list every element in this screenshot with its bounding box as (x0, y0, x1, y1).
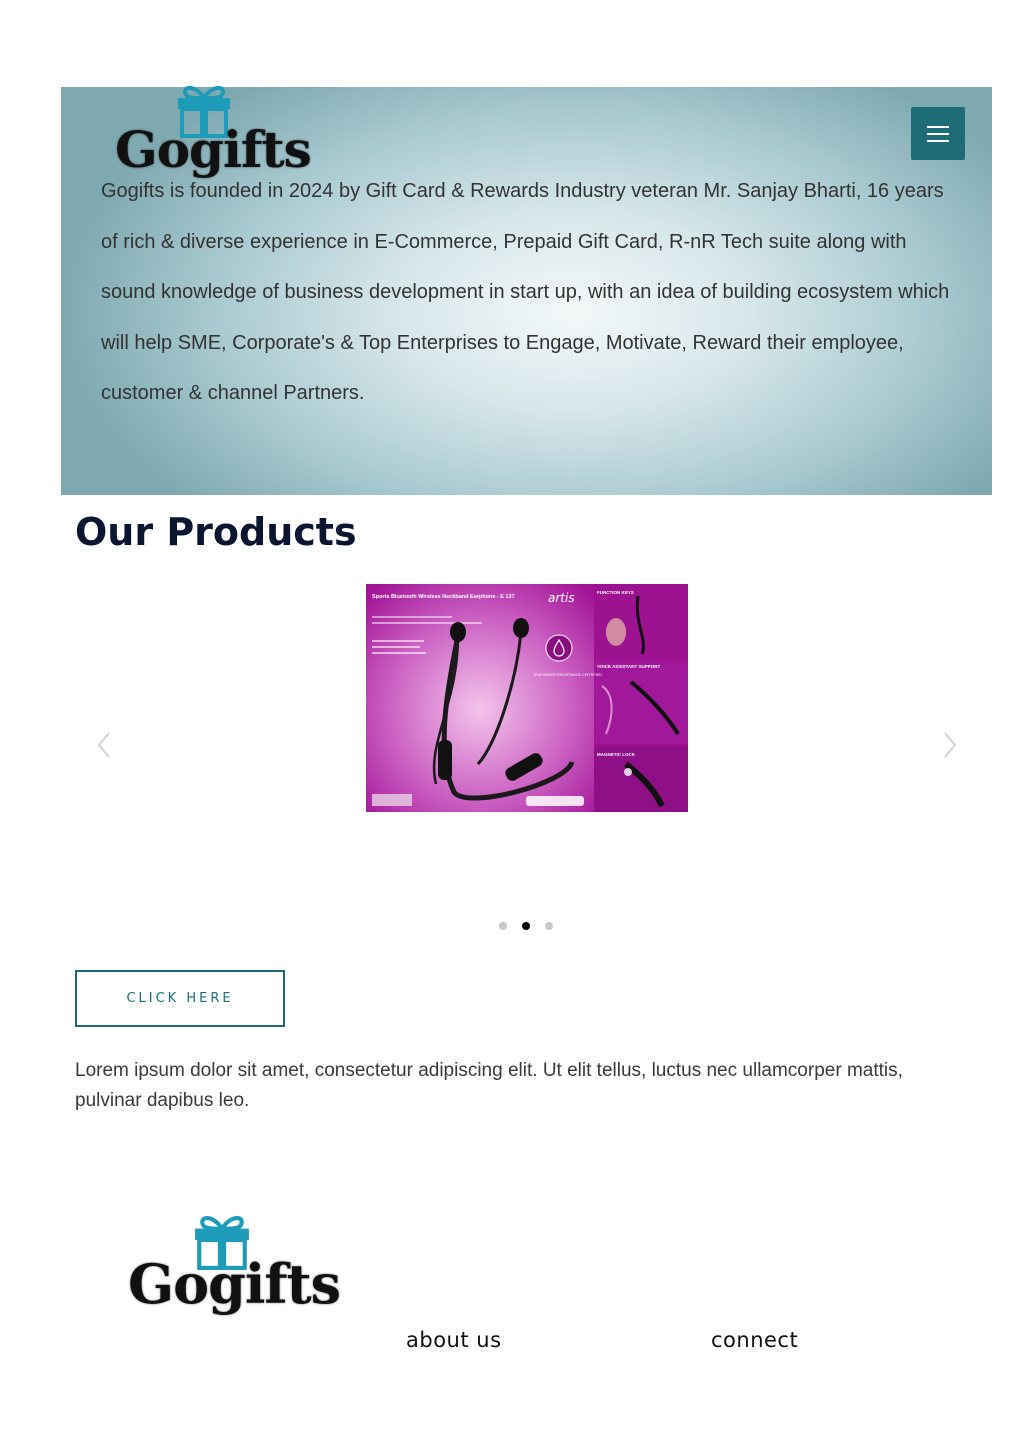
carousel-dot-1[interactable] (499, 922, 507, 930)
product-slide[interactable] (366, 584, 688, 812)
logo-wordmark: Gogifts (115, 120, 311, 179)
footer-link-about[interactable]: about us (406, 1328, 502, 1352)
slide-panel-1: FUNCTION KEYS (597, 590, 634, 595)
chevron-left-icon (97, 732, 111, 758)
footer-link-connect[interactable]: connect (711, 1328, 799, 1352)
body-text: Lorem ipsum dolor sit amet, consectetur adipiscing elit. Ut elit tellus, luctus nec ullamcorper mattis, pulvinar dapibus leo. (75, 1060, 903, 1111)
slide-panel-2: VOICE ASSISTANT SUPPORT (597, 664, 661, 669)
header-logo[interactable] (115, 82, 315, 178)
slide-brand: artis (548, 591, 575, 605)
menu-toggle-button[interactable] (911, 107, 965, 160)
footer-logo[interactable] (128, 1212, 338, 1314)
carousel-dot-2[interactable] (522, 922, 530, 930)
hamburger-icon (927, 126, 949, 142)
carousel-dot-3[interactable] (545, 922, 553, 930)
carousel-next-button[interactable] (935, 728, 965, 762)
slide-headline: Sports Bluetooth Wireless Neckband Earphone - E 137 (372, 594, 515, 600)
company-description: Gogifts is founded in 2024 by Gift Card & Rewards Industry veteran Mr. Sanjay Bharti, 16 years of rich & diverse experience in E-Commerce, Prepaid Gift Card, R-nR Tech suite along with sound knowledge of business development in start up, with an idea of building ecosystem which will help SME, Corporate's & Top Enterprises to Engage, Motivate, Reward their employee, customer & channel Partners. (101, 180, 950, 404)
slide-badge: IPx5 WATER RESISTANCE CERTIFIED (534, 673, 603, 677)
earphone-product-image (366, 584, 688, 812)
slide-panel-3: MAGNETIC LOCK (597, 752, 635, 757)
logo-wordmark: Gogifts (128, 1252, 340, 1316)
carousel-prev-button[interactable] (89, 728, 119, 762)
product-carousel (75, 572, 949, 942)
click-here-button[interactable]: CLICK HERE (75, 970, 285, 1027)
chevron-right-icon (943, 732, 957, 758)
carousel-pagination (499, 922, 553, 930)
section-title: Our Products (75, 510, 357, 554)
